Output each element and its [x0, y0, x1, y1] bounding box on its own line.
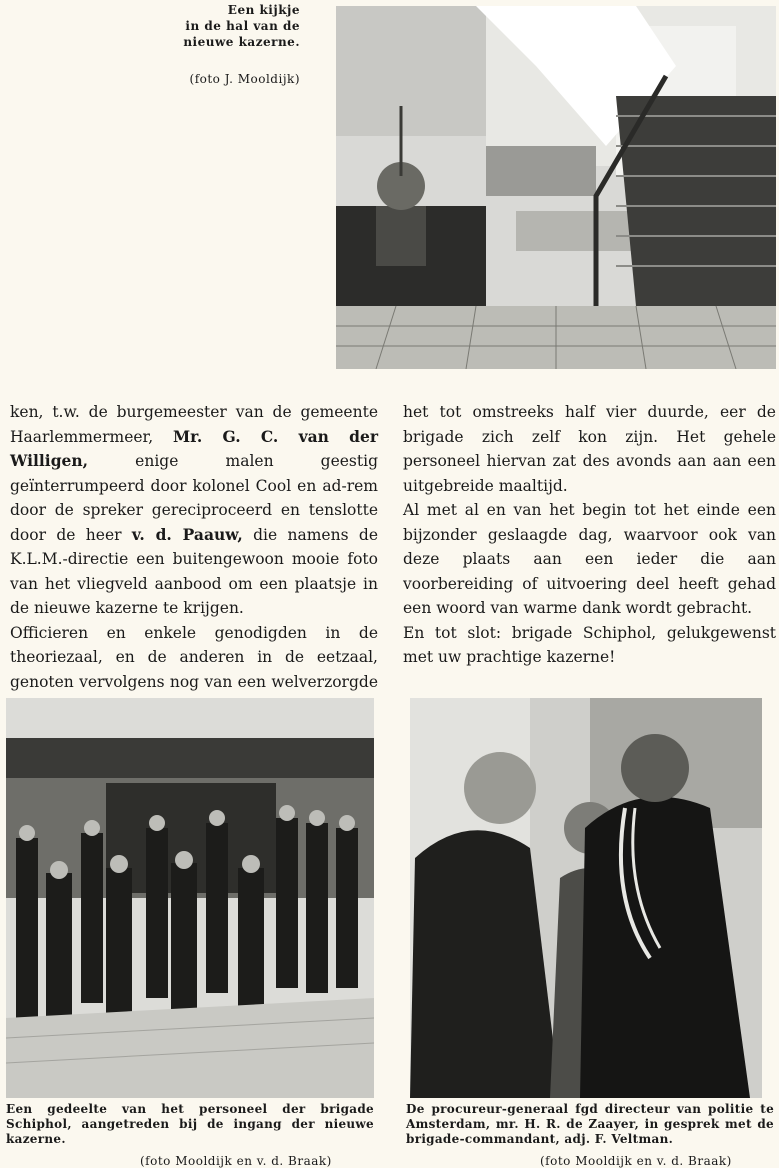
person-name: Mr. G. C. van der Willigen,	[10, 426, 379, 470]
paragraph: het tot omstreeks half vier duurde, eer de brigade zich zelf kon zijn. Het gehele personeel hiervan zat des avonds aan aan een uitgebreide maaltijd.	[403, 403, 776, 495]
lineup-photo-credit: (foto Mooldijk en v. d. Braak)	[140, 1154, 332, 1168]
person-name: v. d. Paauw,	[131, 524, 243, 544]
paragraph: Al met al en van het begin tot het einde een bijzonder geslaagde dag, waarvoor ook van deze plaats aan een ieder die aan voorbereiding of uitvoering deel heeft gehad een woord van warme dank wordt gebracht.	[403, 501, 776, 617]
caption-line: Een kijkje	[227, 3, 300, 17]
paragraph: En tot slot: brigade Schiphol, gelukgewenst met uw prachtige kazerne!	[403, 623, 776, 666]
text-run: die namens de K.L.M.-directie een buitengewoon mooie foto van het vliegveld aanbood om een plaatsje in de nieuwe kazerne te krijgen.	[10, 525, 378, 617]
caption-line: nieuwe kazerne.	[183, 35, 300, 49]
paragraph: Officieren en enkele genodigden in de theoriezaal, en de anderen in de eetzaal, genoten vervolgens nog van een welverzorgde	[10, 623, 378, 691]
top-photo-credit: (foto J. Mooldijk)	[189, 72, 300, 86]
text-run: ken, t.w. de burgemeester van de gemeente Haarlemmermeer,	[10, 403, 378, 446]
top-photo-caption	[150, 2, 300, 50]
article-left-column	[10, 400, 378, 719]
personnel-lineup-photo	[6, 698, 374, 1098]
paragraph	[10, 400, 378, 621]
conversation-photo-credit: (foto Mooldijk en v. d. Braak)	[540, 1154, 732, 1168]
conversation-photo	[410, 698, 762, 1098]
caption-line: in de hal van de	[185, 19, 300, 33]
text-run: enige malen geestig geïnterrumpeerd door kolonel Cool en ad-rem door de spreker gereciproceerd en tenslotte door de heer	[10, 452, 378, 544]
conversation-photo-caption: De procureur-generaal fgd directeur van politie te Amsterdam, mr. H. R. de Zaayer, in gesprek met de brigade-commandant, adj. F. Veltman.	[406, 1102, 774, 1146]
hall-photo	[336, 6, 776, 369]
lineup-photo-caption: Een gedeelte van het personeel der brigade Schiphol, aangetreden bij de ingang der nieuwe kazerne.	[6, 1102, 374, 1146]
article-right-column	[403, 400, 776, 670]
